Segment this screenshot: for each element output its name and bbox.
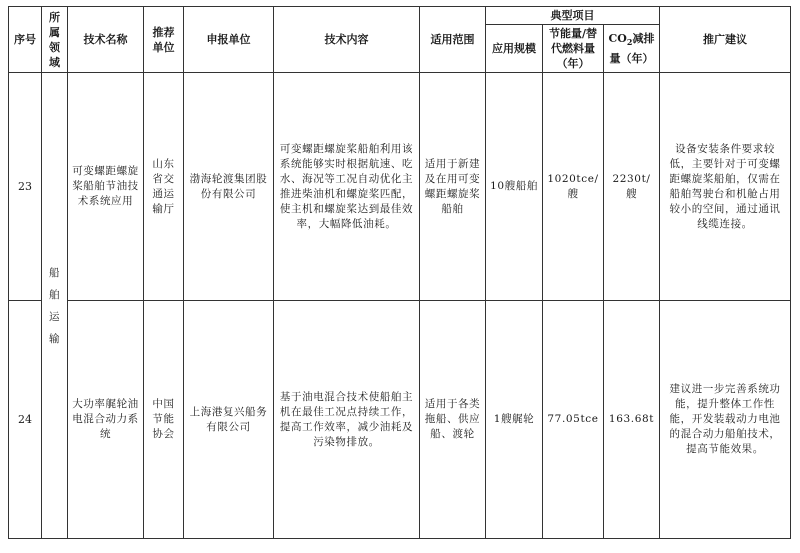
row-seq: 23 [9, 73, 42, 301]
header-recommender: 推荐单位 [144, 7, 184, 73]
energy-saving-cell: 1020tce/艘 [543, 73, 604, 301]
header-promotion: 推广建议 [660, 7, 791, 73]
tech-name-cell: 可变螺距螺旋桨船舶节油技术系统应用 [68, 73, 144, 301]
header-field: 所属领域 [42, 7, 68, 73]
scope-cell: 适用于新建及在用可变螺距螺旋桨船舶 [420, 73, 486, 301]
header-scope: 适用范围 [420, 7, 486, 73]
header-tech-name: 技术名称 [68, 7, 144, 73]
app-scale-cell: 1艘艉轮 [486, 301, 543, 539]
header-app-scale: 应用规模 [486, 25, 543, 73]
recommender-cell: 山东省交通运输厅 [144, 73, 184, 301]
recommender-cell: 中国节能协会 [144, 301, 184, 539]
header-content: 技术内容 [274, 7, 420, 73]
header-row-1 [9, 7, 791, 25]
app-scale-cell: 10艘船舶 [486, 73, 543, 301]
row-seq: 24 [9, 301, 42, 539]
header-applicant: 申报单位 [184, 7, 274, 73]
table-row [9, 73, 791, 301]
content-cell: 可变螺距螺旋桨船舶利用该系统能够实时根据航速、吃水、海况等工况自动优化主推进柴油机和螺旋桨匹配，使主机和螺旋桨达到最佳效率，大幅降低油耗。 [274, 73, 420, 301]
co2-cell: 163.68t [604, 301, 660, 539]
header-seq: 序号 [9, 7, 42, 73]
co2-cell: 2230t/艘 [604, 73, 660, 301]
technology-table [8, 6, 791, 539]
header-energy-saving: 节能量/替代燃料量（年） [543, 25, 604, 73]
energy-saving-cell: 77.05tce [543, 301, 604, 539]
header-typical-project: 典型项目 [486, 7, 660, 25]
promotion-cell: 设备安装条件要求较低，主要针对于可变螺距螺旋桨船舶，仅需在船舶驾驶台和机舱占用较小的空间，通过通讯线缆连接。 [660, 73, 791, 301]
applicant-cell: 渤海轮渡集团股份有限公司 [184, 73, 274, 301]
promotion-cell: 建议进一步完善系统功能，提升整体工作性能，开发装载动力电池的混合动力船舶技术，提高节能效果。 [660, 301, 791, 539]
field-cell: 船舶运输 [42, 73, 68, 539]
scope-cell: 适用于各类拖船、供应船、渡轮 [420, 301, 486, 539]
table-row [9, 301, 791, 539]
header-co2: $CO_2$减排量（年） [604, 25, 660, 73]
applicant-cell: 上海港复兴船务有限公司 [184, 301, 274, 539]
tech-name-cell: 大功率艉轮油电混合动力系统 [68, 301, 144, 539]
content-cell: 基于油电混合技术使船舶主机在最佳工况点持续工作，提高工作效率，减少油耗及污染物排放。 [274, 301, 420, 539]
